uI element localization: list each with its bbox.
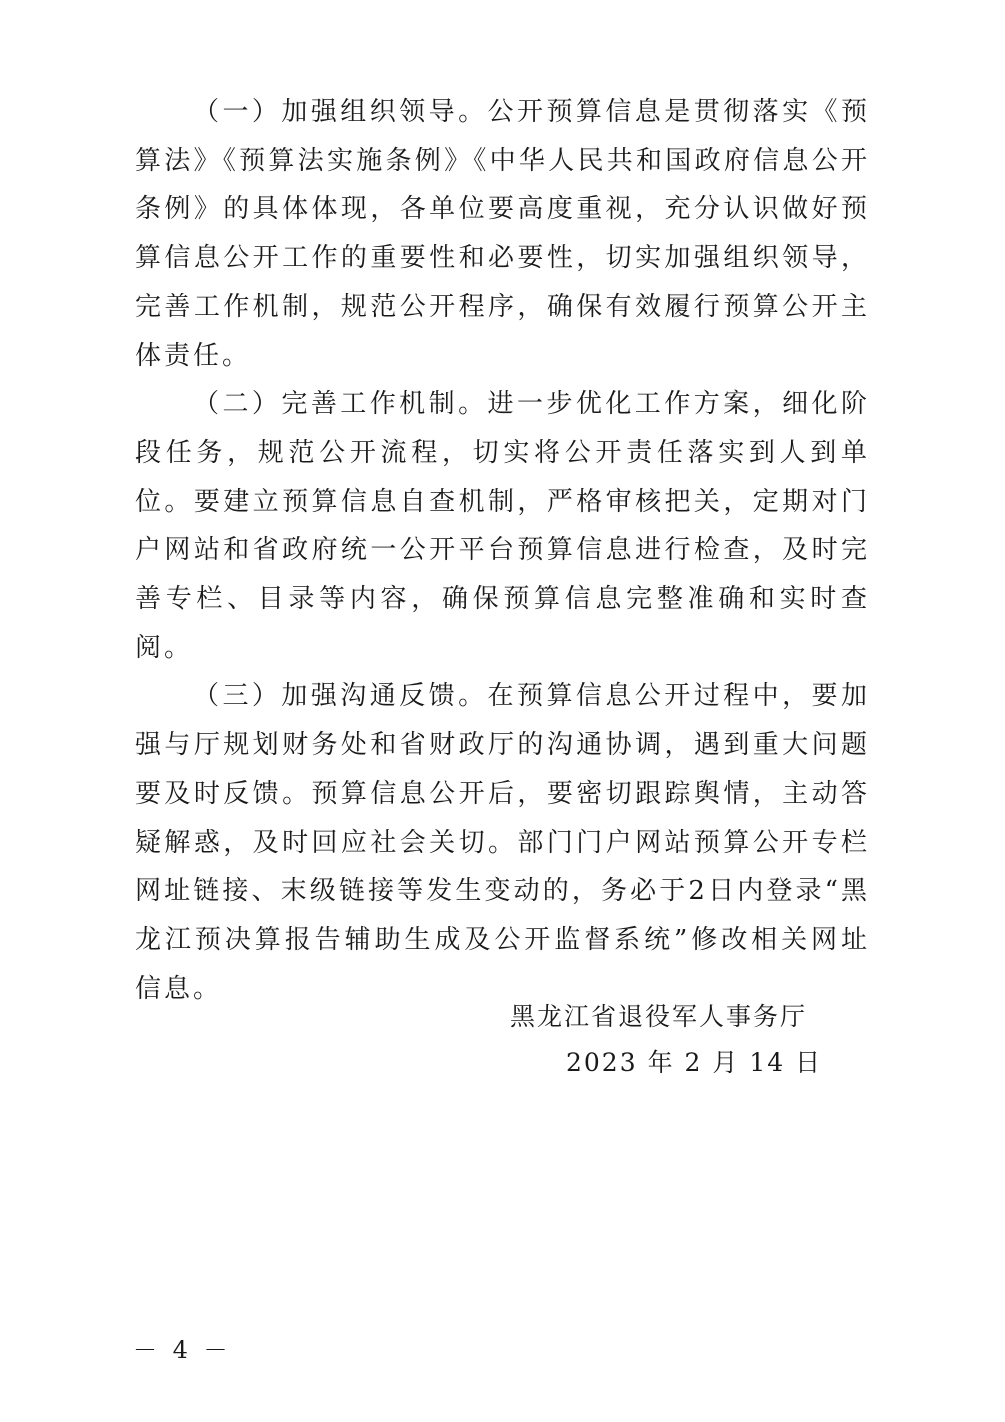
paragraph-organization-leadership: （一）加强组织领导。公开预算信息是贯彻落实《预算法》《预算法实施条例》《中华人民共和国政府信息公开条例》的具体体现，各单位要高度重视，充分认识做好预算信息公开工作的重要性和必要性，切实加强组织领导，完善工作机制，规范公开程序，确保有效履行预算公开主体责任。 [135, 97, 870, 371]
document-body [135, 88, 870, 1013]
paragraph-work-mechanism: （二）完善工作机制。进一步优化工作方案，细化阶段任务，规范公开流程，切实将公开责任落实到人到单位。要建立预算信息自查机制，严格审核把关，定期对门户网站和省政府统一公开平台预算信息进行检查，及时完善专栏、目录等内容，确保预算信息完整准确和实时查阅。 [135, 389, 870, 663]
page-number: － 4 － [133, 1336, 232, 1364]
paragraph-communication-feedback: （三）加强沟通反馈。在预算信息公开过程中，要加强与厅规划财务处和省财政厅的沟通协调，遇到重大问题要及时反馈。预算信息公开后，要密切跟踪舆情，主动答疑解惑，及时回应社会关切。部门门户网站预算公开专栏网址链接、末级链接等发生变动的，务必于2日内登录“黑龙江预决算报告辅助生成及公开监督系统”修改相关网址信息。 [135, 681, 870, 1004]
issuing-organization: 黑龙江省退役军人事务厅 [510, 1002, 808, 1031]
signature-block [510, 994, 830, 1086]
issue-date: 2023 年 2 月 14 日 [566, 1048, 823, 1077]
